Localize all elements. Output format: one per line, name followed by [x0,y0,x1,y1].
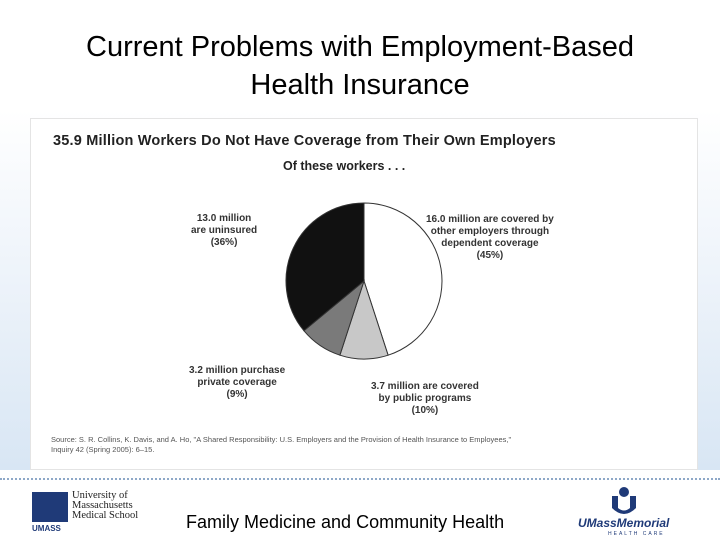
chart-subtitle: Of these workers . . . [283,159,406,173]
slice-label-line: (9%) [226,389,248,400]
slice-label-line: (36%) [210,237,238,248]
umass-medical-school-logo [32,490,182,534]
pie-chart [31,119,697,469]
divider-dotted-top [0,478,720,480]
slide-title-line-2: Health Insurance [250,69,470,101]
slice-label-line: (10%) [411,405,439,416]
umass-memorial-wordmark: UMassMemorial [578,516,670,530]
umass-wordmark: UMASS [32,524,61,533]
chart-figure [30,118,698,470]
umass-logo-text [72,491,138,521]
footer-text: Family Medicine and Community Health [186,512,505,532]
source-line-2: Inquiry 42 (Spring 2005): 6–15. [51,445,155,454]
umass-shield-icon [32,492,68,522]
chart-source [51,435,511,455]
umass-logo-line-2: Massachusetts [72,500,133,511]
slice-label-line: 3.7 million are covered [371,381,479,392]
umass-logo-line-3: Medical School [72,510,139,521]
slice-label-public-programs [371,381,479,417]
slice-label-line: private coverage [197,377,277,388]
umass-memorial-subtitle: HEALTH CARE [608,531,665,537]
slice-label-line: 16.0 million are covered by [426,214,554,225]
slice-label-dependent-coverage [426,214,554,262]
slice-label-line: (45%) [476,250,504,261]
slice-label-line: other employers through [430,226,550,237]
slice-label-line: 13.0 million [196,213,252,224]
slice-label-uninsured [191,213,257,249]
umass-memorial-emblem-icon [578,486,688,516]
slice-label-private-coverage [189,365,285,401]
slice-label-line: by public programs [378,393,472,404]
slice-label-line: are uninsured [191,225,258,236]
slide-title [0,28,720,104]
slice-label-line: dependent coverage [441,238,539,249]
umass-memorial-logo [578,486,688,536]
slice-label-line: 3.2 million purchase [189,365,286,376]
source-line-1: Source: S. R. Collins, K. Davis, and A. Ho, "A Shared Responsibility: U.S. Employers and the Provision of Health Insurance to Employees," [51,435,512,444]
umass-logo-line-1: University of [72,490,128,501]
slide-title-line-1: Current Problems with Employment-Based [86,31,634,63]
chart-title: 35.9 Million Workers Do Not Have Coverage from Their Own Employers [53,133,556,149]
